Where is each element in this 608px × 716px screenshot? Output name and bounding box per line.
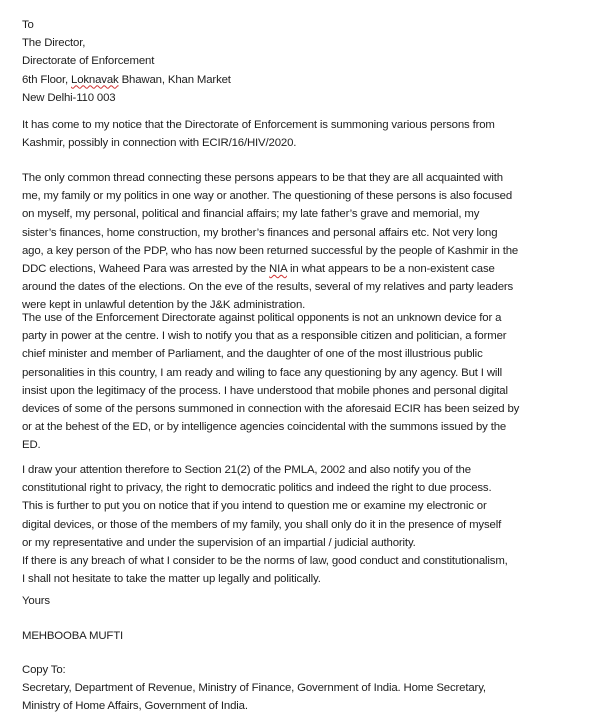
text-line: on myself, my personal, political and financial affairs; my late father’s grave and memorial, my xyxy=(22,208,480,221)
paragraph-3 xyxy=(22,309,602,455)
address-recipient: The Director, xyxy=(22,37,86,50)
text-line: ago, a key person of the PDP, who has now been returned successful by the people of Kashmir in the xyxy=(22,244,519,257)
text-line: ED. xyxy=(22,439,41,452)
text-line: I shall not hesitate to take the matter up legally and politically. xyxy=(22,573,321,586)
text-line xyxy=(22,260,602,278)
copy-to-block xyxy=(22,661,602,716)
address-block xyxy=(22,16,602,107)
signature-block xyxy=(22,627,602,645)
text-line: It has come to my notice that the Directorate of Enforcement is summoning various persons from xyxy=(22,119,495,131)
paragraph-2 xyxy=(22,169,602,315)
text-line: me, my family or my politics in one way or another. The questioning of these persons is also focused xyxy=(22,190,513,203)
copy-to-line: Ministry of Home Affairs, Government of India. xyxy=(22,700,248,713)
text-line: or at the behest of the ED, or by intelligence agencies coincidental with the summons issued by the xyxy=(22,421,507,434)
text-line: digital devices, or those of the members of my family, you shall only do it in the presence of myself xyxy=(22,518,502,531)
text-line: If there is any breach of what I consider to be the norms of law, good conduct and constitutionalism, xyxy=(22,555,508,568)
text-line: were kept in unlawful detention by the J&K administration. xyxy=(22,299,306,312)
salutation: Yours xyxy=(22,595,50,607)
address-to: To xyxy=(22,19,34,31)
text-line: chief minister and member of Parliament, and the daughter of one of the most illustrious public xyxy=(22,348,483,361)
text-line: Kashmir, possibly in connection with ECIR/16/HIV/2020. xyxy=(22,137,297,150)
spellcheck-flagged-word: Loknavak xyxy=(71,73,119,86)
text-part: DDC elections, Waheed Para was arrested by the xyxy=(22,263,270,276)
copy-to-heading: Copy To: xyxy=(22,664,66,676)
text-line: This is further to put you on notice that if you intend to question me or examine my electronic or xyxy=(22,500,487,513)
text-line: The use of the Enforcement Directorate against political opponents is not an unknown device for a xyxy=(22,312,502,324)
address-street-part: Bhawan, Khan Market xyxy=(118,73,231,86)
text-line: devices of some of the persons summoned in connection with the aforesaid ECIR has been seized by xyxy=(22,403,520,416)
closing-salutation xyxy=(22,592,602,610)
address-street xyxy=(22,71,602,89)
text-line: personalities in this country, I am ready and wiling to face any questioning by any agency. But I will xyxy=(22,366,503,379)
text-line: party in power at the centre. I wish to notify you that as a responsible citizen and politician, a former xyxy=(22,330,507,343)
text-line: insist upon the legitimacy of the process. I have understood that mobile phones and personal digital xyxy=(22,384,508,397)
text-line: around the dates of the elections. On the eve of the results, several of my relatives and party leaders xyxy=(22,281,514,294)
text-line: or my representative and under the supervision of an impartial / judicial authority. xyxy=(22,536,416,549)
text-line: sister’s finances, home construction, my brother’s finances and personal affairs etc. Not very long xyxy=(22,226,498,239)
signatory-name: MEHBOOBA MUFTI xyxy=(22,630,124,642)
spellcheck-flagged-word: NIA xyxy=(269,263,287,276)
address-city: New Delhi-110 003 xyxy=(22,91,116,104)
text-line: The only common thread connecting these persons appears to be that they are all acquainted with xyxy=(22,172,503,184)
address-street-part: 6th Floor, xyxy=(22,73,72,86)
paragraph-4 xyxy=(22,461,602,588)
text-line: constitutional right to privacy, the right to democratic politics and indeed the right to due process. xyxy=(22,482,492,495)
paragraph-1 xyxy=(22,116,602,152)
copy-to-line: Secretary, Department of Revenue, Ministry of Finance, Government of India. Home Secretary, xyxy=(22,682,486,695)
text-line: I draw your attention therefore to Section 21(2) of the PMLA, 2002 and also notify you of the xyxy=(22,464,471,476)
address-office: Directorate of Enforcement xyxy=(22,55,155,68)
text-part: in what appears to be a non-existent case xyxy=(286,263,495,276)
